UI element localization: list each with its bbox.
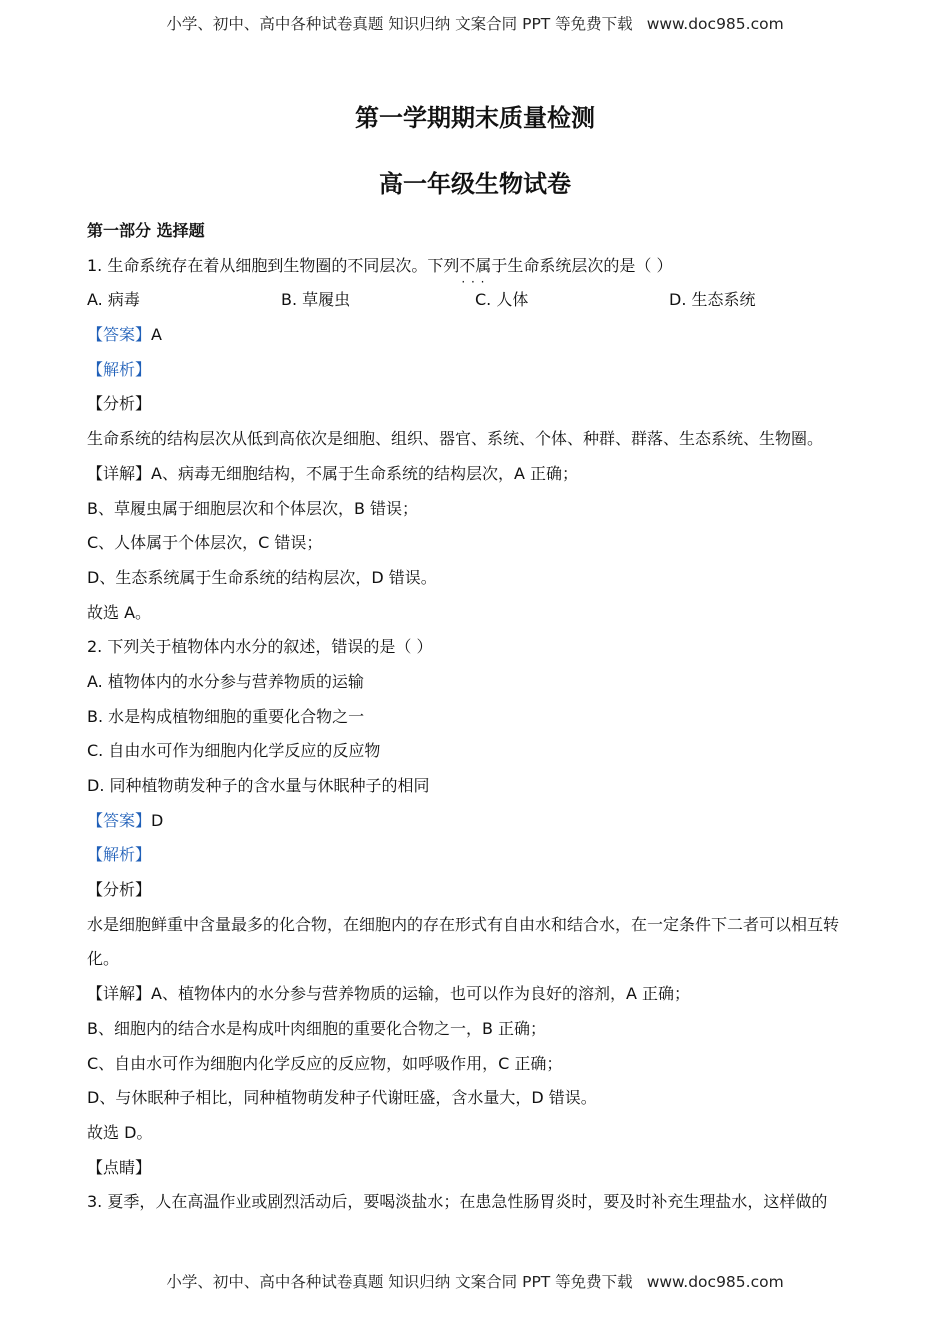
conclusion: 故选 D。 — [87, 1122, 153, 1142]
option-b: B. 水是构成植物细胞的重要化合物之一 — [87, 706, 365, 726]
detail-line: C、人体属于个体层次，C 错误； — [87, 533, 323, 553]
option-d: D. 同种植物萌发种子的含水量与休眠种子的相同 — [87, 776, 430, 795]
option-c: C. 人体 — [475, 290, 529, 310]
question-1-stem: 1. 生命系统存在着从细胞到生物圈的不同层次。下列不属于 · · ·生命系统层次的是（ ） — [87, 249, 867, 284]
question-3-stem: 3. 夏季，人在高温作业或剧烈活动后，要喝淡盐水；在患急性肠胃炎时，要及时补充生理盐水，这样做的 — [87, 1192, 828, 1212]
analysis-label: 【解析】 — [87, 845, 152, 865]
question-2-answer — [87, 804, 867, 839]
emphasis-dots: 不属于 · · · — [459, 256, 507, 275]
answer-label: 【答案】 — [87, 810, 152, 830]
detail-line: D、与休眠种子相比，同种植物萌发种子代谢旺盛，含水量大，D 错误。 — [87, 1088, 597, 1108]
option-c: C. 自由水可作为细胞内化学反应的反应物 — [87, 741, 381, 761]
conclusion: 故选 A。 — [87, 602, 152, 622]
page-footer — [0, 1270, 950, 1292]
detail-line: C、自由水可作为细胞内化学反应的反应物，如呼吸作用，C 正确； — [87, 1053, 563, 1073]
fenxi-label: 【分析】 — [87, 880, 152, 900]
footer-text: 小学、初中、高中各种试卷真题 知识归纳 文案合同 PPT 等免费下载 — [166, 1273, 633, 1291]
analysis-label: 【解析】 — [87, 359, 152, 379]
option-d: D. 生态系统 — [669, 290, 756, 310]
detail-line: D、生态系统属于生命系统的结构层次，D 错误。 — [87, 567, 437, 587]
answer-label: 【答案】 — [87, 325, 152, 345]
exam-subtitle: 高一年级生物试卷 — [379, 169, 571, 198]
detail-line: B、草履虫属于细胞层次和个体层次，B 错误； — [87, 498, 419, 518]
question-2-stem: 2. 下列关于植物体内水分的叙述，错误的是（ ） — [87, 637, 433, 657]
fenxi-text: 水是细胞鲜重中含量最多的化合物，在细胞内的存在形式有自由水和结合水，在一定条件下二者可以相互转化。 — [87, 914, 840, 969]
detail-line: B、细胞内的结合水是构成叶肉细胞的重要化合物之一，B 正确； — [87, 1018, 547, 1038]
option-a: A. 病毒 — [87, 290, 140, 310]
header-text: 小学、初中、高中各种试卷真题 知识归纳 文案合同 PPT 等免费下载 — [166, 15, 633, 33]
page-header — [0, 12, 950, 34]
header-url[interactable]: www.doc985.com — [646, 15, 784, 33]
detail-label: 【详解】 — [87, 463, 152, 483]
fenxi-label: 【分析】 — [87, 394, 152, 414]
exam-title: 第一学期期末质量检测 — [355, 103, 595, 132]
section-heading: 第一部分 选择题 — [87, 221, 205, 240]
answer-value: A — [151, 325, 162, 345]
question-1-answer — [87, 318, 867, 353]
detail-label: 【详解】 — [87, 984, 152, 1004]
detail-line: 【详解】A、植物体内的水分参与营养物质的运输，也可以作为良好的溶剂，A 正确； — [87, 984, 690, 1004]
option-a: A. 植物体内的水分参与营养物质的运输 — [87, 671, 364, 691]
fenxi-text: 生命系统的结构层次从低到高依次是细胞、组织、器官、系统、个体、种群、群落、生态系统、生物圈。 — [87, 429, 824, 449]
footer-url[interactable]: www.doc985.com — [646, 1273, 784, 1291]
detail-line: 【详解】A、病毒无细胞结构，不属于生命系统的结构层次，A 正确； — [87, 463, 578, 483]
dianjing-label: 【点睛】 — [87, 1157, 152, 1177]
answer-value: D — [151, 810, 164, 830]
option-b: B. 草履虫 — [281, 290, 351, 310]
document-body — [87, 214, 867, 1220]
